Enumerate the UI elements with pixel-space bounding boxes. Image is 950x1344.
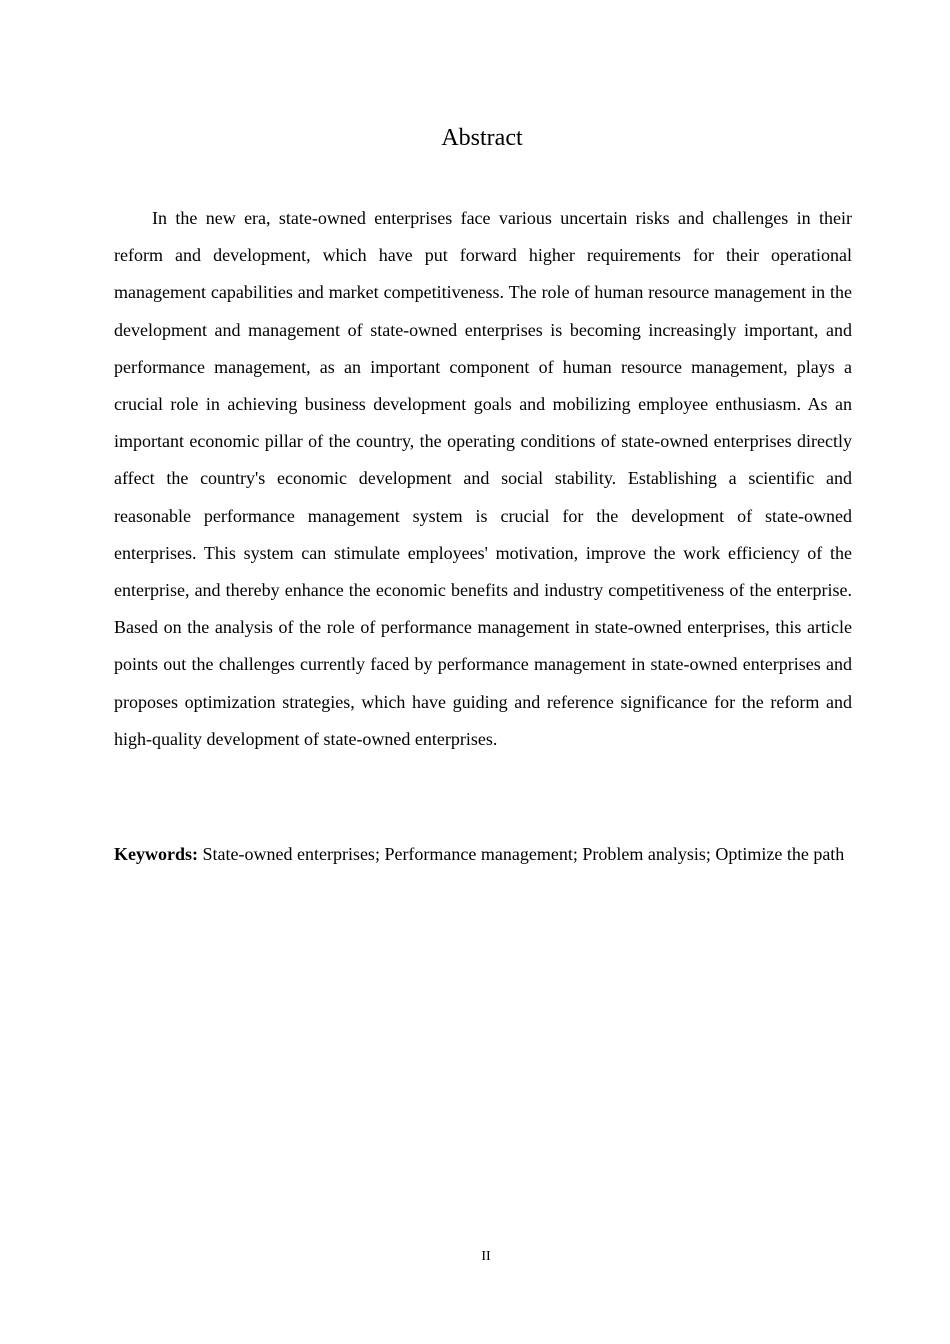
keywords-line [114,837,851,872]
page-number: II [481,1249,491,1264]
abstract-title: Abstract [441,125,523,151]
keywords-text: State-owned enterprises; Performance management; Problem analysis; Optimize the path [202,844,845,864]
keywords-label: Keywords: [114,844,198,864]
abstract-body: In the new era, state-owned enterprises face various uncertain risks and challenges in their reform and development, which have put forward higher requirements for their operational management capabilities and market competitiveness. The role of human resource management in the development and management of state-owned enterprises is becoming increasingly important, and performance management, as an important component of human resource management, plays a crucial role in achieving business development goals and mobilizing employee enthusiasm. As an important economic pillar of the country, the operating conditions of state-owned enterprises directly affect the country's economic development and social stability. Establishing a scientific and reasonable performance management system is crucial for the development of state-owned enterprises. This system can stimulate employees' motivation, improve the work efficiency of the enterprise, and thereby enhance the economic benefits and industry competitiveness of the enterprise. Based on the analysis of the role of performance management in state-owned enterprises, this article points out the challenges currently faced by performance management in state-owned enterprises and proposes optimization strategies, which have guiding and reference significance for the reform and high-quality development of state-owned enterprises. [114,208,852,749]
